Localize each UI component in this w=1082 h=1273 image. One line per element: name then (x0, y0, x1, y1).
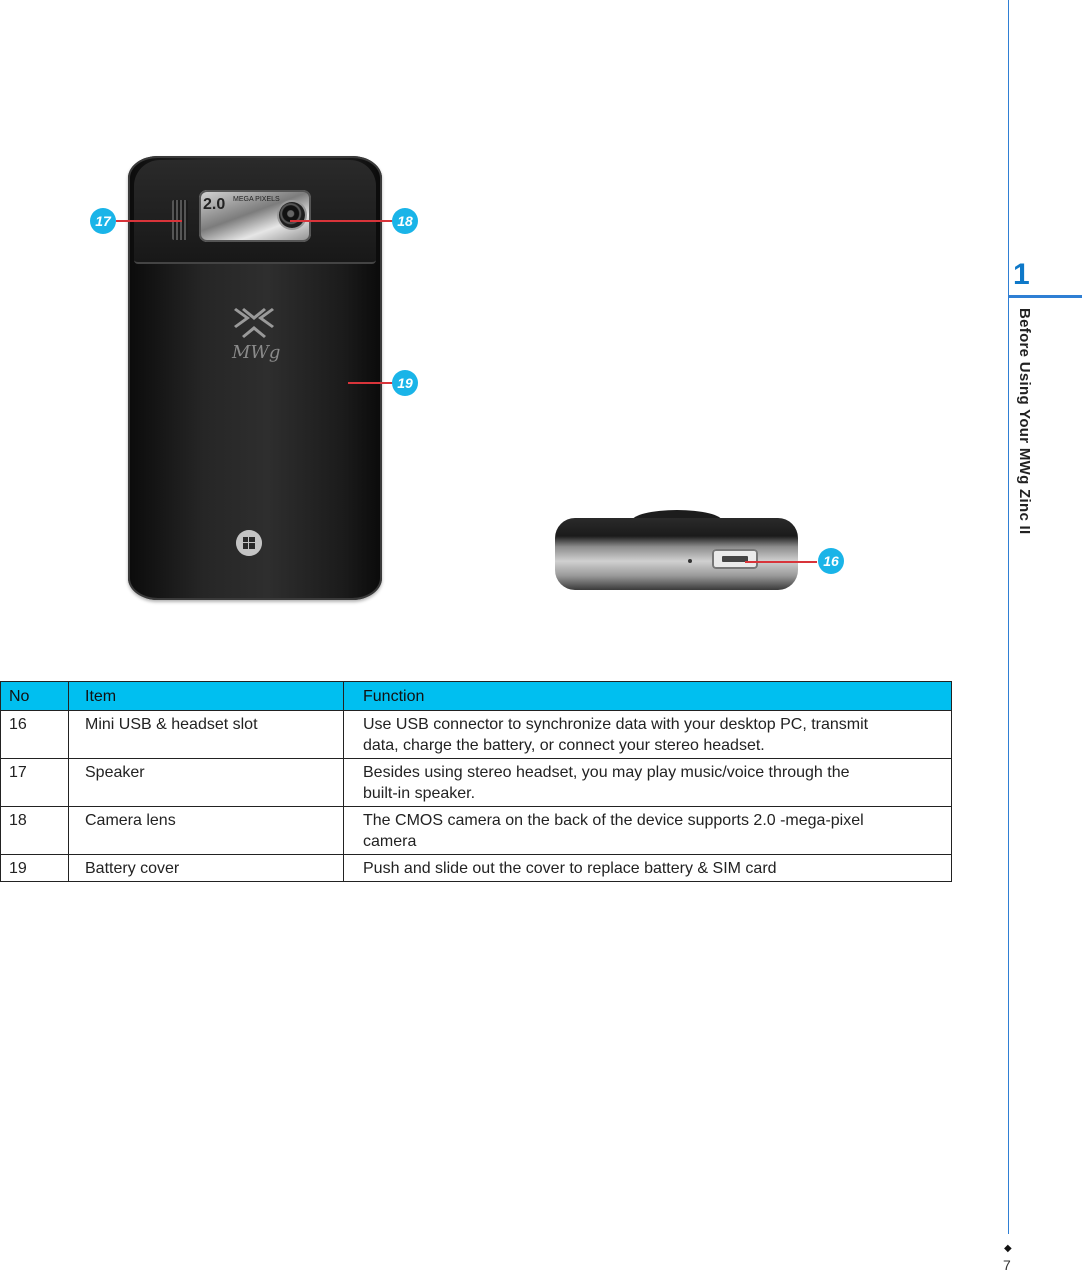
cell-function-line: Push and slide out the cover to replace battery & SIM card (363, 860, 777, 877)
chapter-number: 1 (1013, 258, 1030, 291)
cell-function-line: Use USB connector to synchronize data with your desktop PC, transmit (363, 716, 869, 733)
cell-item: Camera lens (69, 807, 344, 855)
cell-item: Mini USB & headset slot (69, 711, 344, 759)
camera-plate (199, 190, 311, 242)
callout-18: 18 (392, 208, 418, 234)
page-marker-icon: ◆ (1004, 1243, 1012, 1254)
header-no: No (1, 682, 69, 711)
cell-no: 16 (1, 711, 69, 759)
header-item: Item (69, 682, 344, 711)
cell-no: 18 (1, 807, 69, 855)
cell-function (344, 759, 952, 807)
callout-line-18 (290, 220, 394, 222)
phone-back-image (128, 156, 382, 600)
microphone-hole (688, 559, 692, 563)
page-number: 7 (1003, 1257, 1011, 1273)
table-header-row (1, 682, 952, 711)
cell-function-line: The CMOS camera on the back of the device supports 2.0 -mega-pixel (363, 812, 864, 829)
table-row (1, 807, 952, 855)
callout-19: 19 (392, 370, 418, 396)
chapter-title: Before Using Your MWg Zinc II (1016, 308, 1033, 535)
cell-item: Battery cover (69, 855, 344, 882)
brand-text: MWg (232, 342, 281, 363)
table-row (1, 855, 952, 882)
windows-logo-icon (236, 530, 262, 556)
cell-function (344, 711, 952, 759)
cell-function-line: camera (363, 833, 417, 850)
camera-label-small: MEGA PIXELS (233, 196, 280, 203)
header-function: Function (344, 682, 952, 711)
callout-16: 16 (818, 548, 844, 574)
chapter-rail-line (1008, 0, 1009, 1234)
cell-item: Speaker (69, 759, 344, 807)
cell-function-line: data, charge the battery, or connect your stereo headset. (363, 737, 765, 754)
cell-function-line: built-in speaker. (363, 785, 476, 802)
cell-function (344, 855, 952, 882)
callout-line-16 (745, 561, 817, 563)
callout-17: 17 (90, 208, 116, 234)
camera-label: 2.0 (203, 196, 226, 213)
mwg-logo-icon (232, 306, 276, 340)
phone-bottom-edge-image (555, 518, 798, 590)
table-row (1, 711, 952, 759)
callout-line-19 (348, 382, 394, 384)
cell-function (344, 807, 952, 855)
chapter-rail-tab (1008, 295, 1082, 298)
cell-no: 19 (1, 855, 69, 882)
camera-lens-icon (279, 202, 305, 228)
cell-no: 17 (1, 759, 69, 807)
table-row (1, 759, 952, 807)
callout-line-17 (116, 220, 182, 222)
spec-table (0, 681, 952, 882)
cell-function-line: Besides using stereo headset, you may play music/voice through the (363, 764, 850, 781)
